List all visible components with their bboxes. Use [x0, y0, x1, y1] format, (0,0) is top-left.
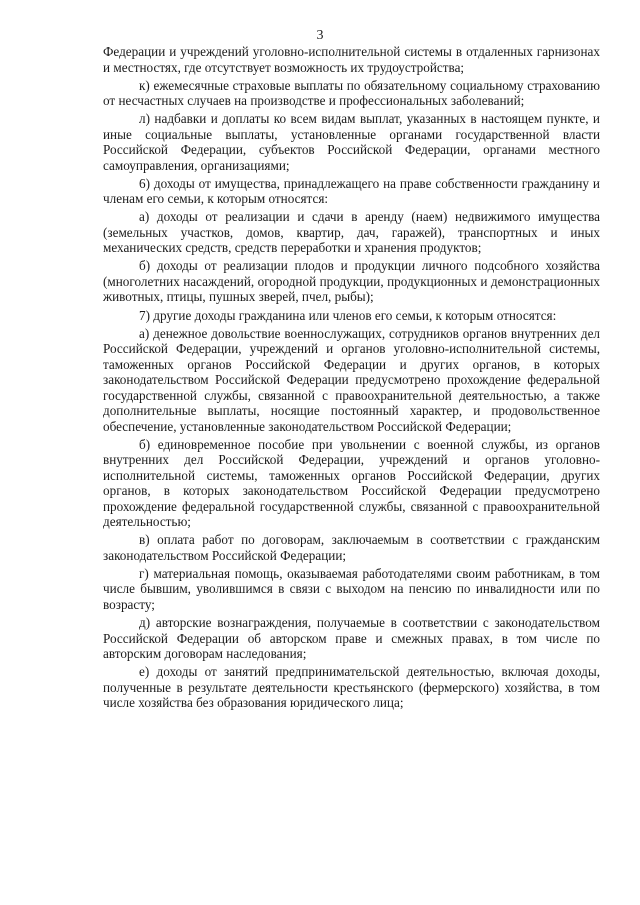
paragraph-item-7e: е) доходы от занятий предпринимательской деятельностью, включая доходы, полученные в результате деятельности крестьянского (фермерского) хозяйства, в том числе хозяйства без образования юридического лица; — [103, 664, 600, 711]
paragraph-item-k: к) ежемесячные страховые выплаты по обязательному социальному страхованию от несчастных случаев на производстве и профессиональных заболеваний; — [103, 77, 600, 109]
paragraph-item-6: 6) доходы от имущества, принадлежащего на праве собственности гражданину и членам его семьи, к которым относятся: — [103, 175, 600, 207]
paragraph-item-l: л) надбавки и доплаты ко всем видам выплат, указанных в настоящем пункте, и иные социальные выплаты, установленные органами государственной власти Российской Федерации, субъектов Российской Федерации, органами местного самоуправления, организациями; — [103, 111, 600, 173]
paragraph-item-7v: в) оплата работ по договорам, заключаемым в соответствии с гражданским законодательством Российской Федерации; — [103, 532, 600, 563]
paragraph-continuation: Федерации и учреждений уголовно-исполнительной системы в отдаленных гарнизонах и местностях, где отсутствует возможность их трудоустройства; — [103, 44, 600, 75]
document-body — [103, 44, 600, 713]
paragraph-item-6a: а) доходы от реализации и сдачи в аренду (наем) недвижимого имущества (земельных участков, домов, квартир, дач, гаражей), транспортных и иных механических средств, средств переработки и хранения продуктов; — [103, 209, 600, 256]
paragraph-item-7: 7) другие доходы гражданина или членов его семьи, к которым относятся: — [139, 307, 557, 323]
paragraph-item-6b: б) доходы от реализации плодов и продукции личного подсобного хозяйства (многолетних насаждений, огородной продукции, продукционных и демонстрационных животных, птицы, пушных зверей, пчел, рыбы); — [103, 258, 600, 305]
paragraph-item-7b: б) единовременное пособие при увольнении с военной службы, из органов внутренних дел Российской Федерации, учреждений и органов уголовно-исполнительной системы, таможенных органов Российской Федерации, других органов, в которых законодательством Российской Федерации предусмотрено прохождение федеральной государственной службы, связанной с правоохранительной деятельностью; — [103, 436, 600, 530]
paragraph-item-7a: а) денежное довольствие военнослужащих, сотрудников органов внутренних дел Российской Федерации, учреждений и органов уголовно-исполнительной системы, таможенных органов Российской Федерации и других органов, в которых законодательством Российской Федерации предусмотрено прохождение федеральной государственной службы, связанной с правоохранительной деятельностью, а также дополнительные выплаты, носящие постоянный характер, и продовольственное обеспечение, установленные законодательством Российской Федерации; — [103, 325, 600, 434]
paragraph-item-7d: д) авторские вознаграждения, получаемые в соответствии с законодательством Российской Федерации об авторском праве и смежных правах, в том числе по авторским договорам наследования; — [103, 615, 600, 662]
paragraph-item-7g: г) материальная помощь, оказываемая работодателями своим работникам, в том числе бывшим, уволившимся в связи с выходом на пенсию по инвалидности или по возрасту; — [103, 565, 600, 612]
page-number: 3 — [316, 28, 324, 43]
